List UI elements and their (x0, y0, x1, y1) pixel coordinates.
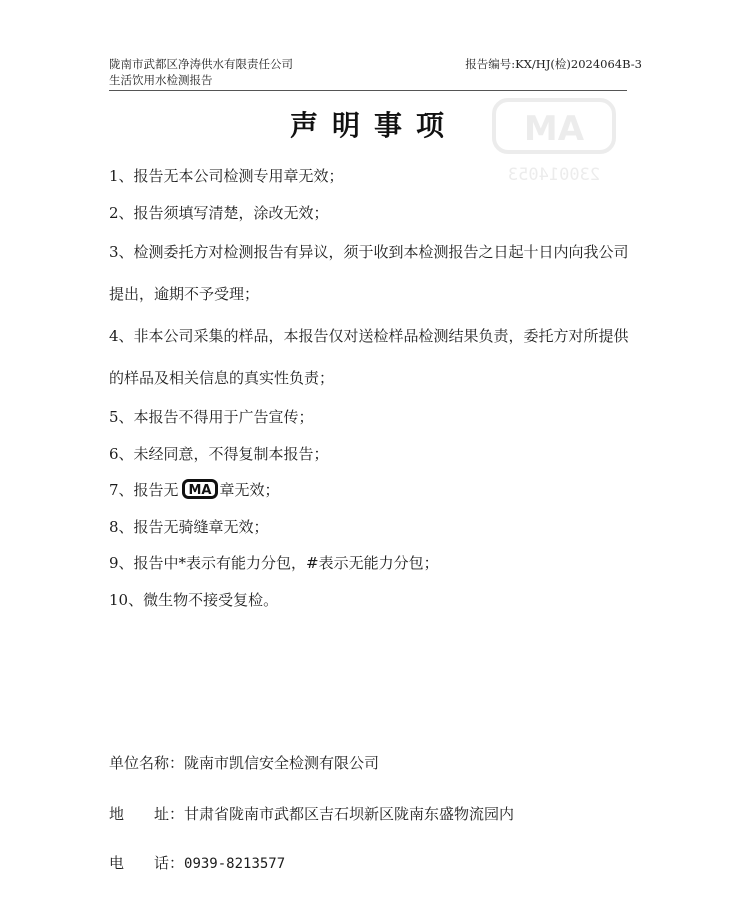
header-divider (109, 90, 627, 91)
statement-item-7 (109, 472, 639, 509)
unit-label: 单位名称： (109, 754, 185, 772)
report-header-left (109, 56, 293, 88)
statement-item-5: 5、本报告不得用于广告宣传； (109, 408, 314, 426)
svg-text:MA: MA (523, 109, 585, 149)
footer-address (109, 803, 514, 824)
svg-text:230014053: 230014053 (507, 165, 601, 185)
svg-text:MA: MA (188, 483, 212, 498)
page-title: 声明事项 (289, 109, 458, 142)
address-value: 甘肃省陇南市武都区吉石坝新区陇南东盛物流园内 (184, 805, 515, 823)
report-number: 报告编号:KX/HJ(检)2024064B-3 (465, 57, 642, 71)
footer-unit (109, 752, 379, 773)
statement-item-10: 10、微生物不接受复检。 (109, 590, 279, 609)
statement-item-8: 8、报告无骑缝章无效； (109, 517, 269, 536)
phone-value: 0939-8213577 (184, 856, 286, 872)
statement-list (109, 158, 639, 618)
footer-phone (109, 852, 285, 873)
statement-item-3: 3、检测委托方对检测报告有异议，须于收到本检测报告之日起十日内向我公司提出，逾期不予受理； (109, 243, 629, 303)
phone-label: 电 话： (109, 854, 185, 872)
statement-item-6: 6、未经同意，不得复制本报告； (109, 444, 329, 463)
address-label: 地 址： (109, 805, 185, 823)
statement-item-7-prefix: 7、报告无 (109, 481, 179, 499)
statement-item-4: 4、非本公司采集的样品，本报告仅对送检样品检测结果负责，委托方对所提供的样品及相关信息的真实性负责； (109, 327, 629, 387)
cma-logo-icon (182, 479, 218, 499)
statement-item-1: 1、报告无本公司检测专用章无效； (109, 167, 344, 185)
statement-item-2: 2、报告须填写清楚，涂改无效； (109, 203, 329, 222)
statement-item-9: 9、报告中*表示有能力分包，#表示无能力分包； (109, 554, 439, 572)
unit-value: 陇南市凯信安全检测有限公司 (184, 754, 380, 772)
statement-item-7-suffix: 章无效； (219, 481, 280, 499)
report-type: 生活饮用水检测报告 (109, 73, 213, 87)
company-name: 陇南市武都区净涛供水有限责任公司 (109, 57, 293, 71)
